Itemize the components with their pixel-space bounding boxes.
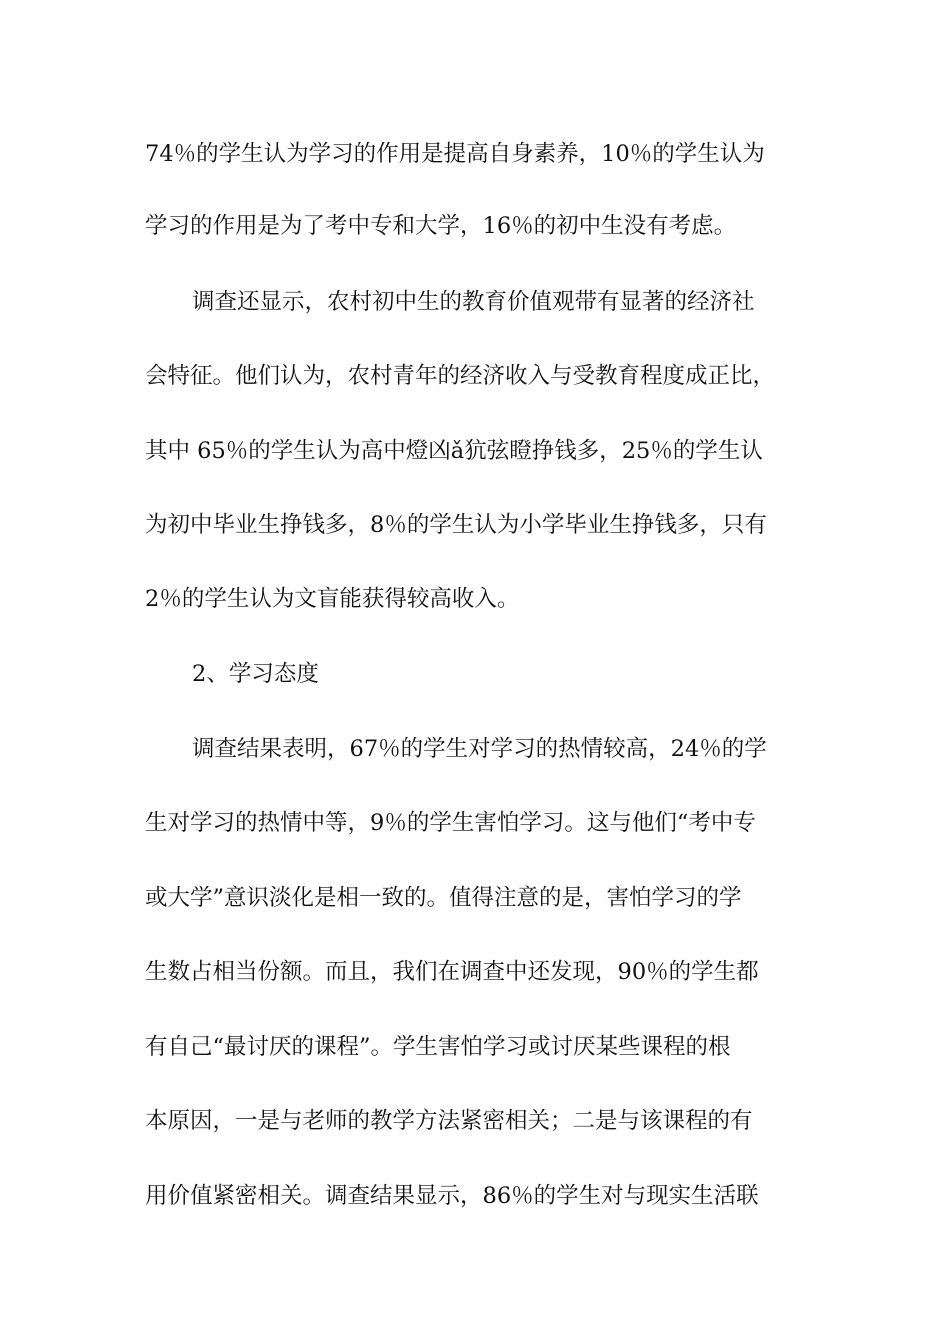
paragraph-line: 调查还显示，农村初中生的教育价值观带有显著的经济社 — [192, 289, 755, 315]
paragraph-line: 会特征。他们认为，农村青年的经济收入与受教育程度成正比， — [145, 363, 776, 389]
paragraph-line: 本原因，一是与老师的教学方法紧密相关；二是与该课程的有 — [145, 1108, 753, 1134]
paragraph-line: 74％的学生认为学习的作用是提高自身素养，10％的学生认为 — [145, 141, 765, 167]
paragraph-line: 学习的作用是为了考中专和大学，16％的初中生没有考虑。 — [145, 213, 737, 239]
section-heading: 2、学习态度 — [192, 661, 319, 687]
paragraph-line: 有自己“最讨厌的课程”。学生害怕学习或讨厌某些课程的根 — [145, 1034, 731, 1060]
paragraph-line: 用价值紧密相关。调查结果显示，86％的学生对与现实生活联 — [145, 1183, 759, 1209]
paragraph-line: 生数占相当份额。而且，我们在调查中还发现，90％的学生都 — [145, 959, 759, 985]
paragraph-line: 为初中毕业生挣钱多，8％的学生认为小学毕业生挣钱多，只有 — [145, 512, 767, 538]
paragraph-line: 2％的学生认为文盲能获得较高收入。 — [145, 586, 520, 612]
paragraph-line: 其中 65％的学生认为高中燈凶ǎ犺弦瞪挣钱多，25％的学生认 — [145, 438, 763, 464]
paragraph-line: 或大学”意识淡化是相一致的。值得注意的是，害怕学习的学 — [145, 885, 742, 911]
paragraph-line: 调查结果表明，67％的学生对学习的热情较高，24％的学 — [192, 736, 767, 762]
paragraph-line: 生对学习的热情中等，9％的学生害怕学习。这与他们“考中专 — [145, 810, 756, 836]
